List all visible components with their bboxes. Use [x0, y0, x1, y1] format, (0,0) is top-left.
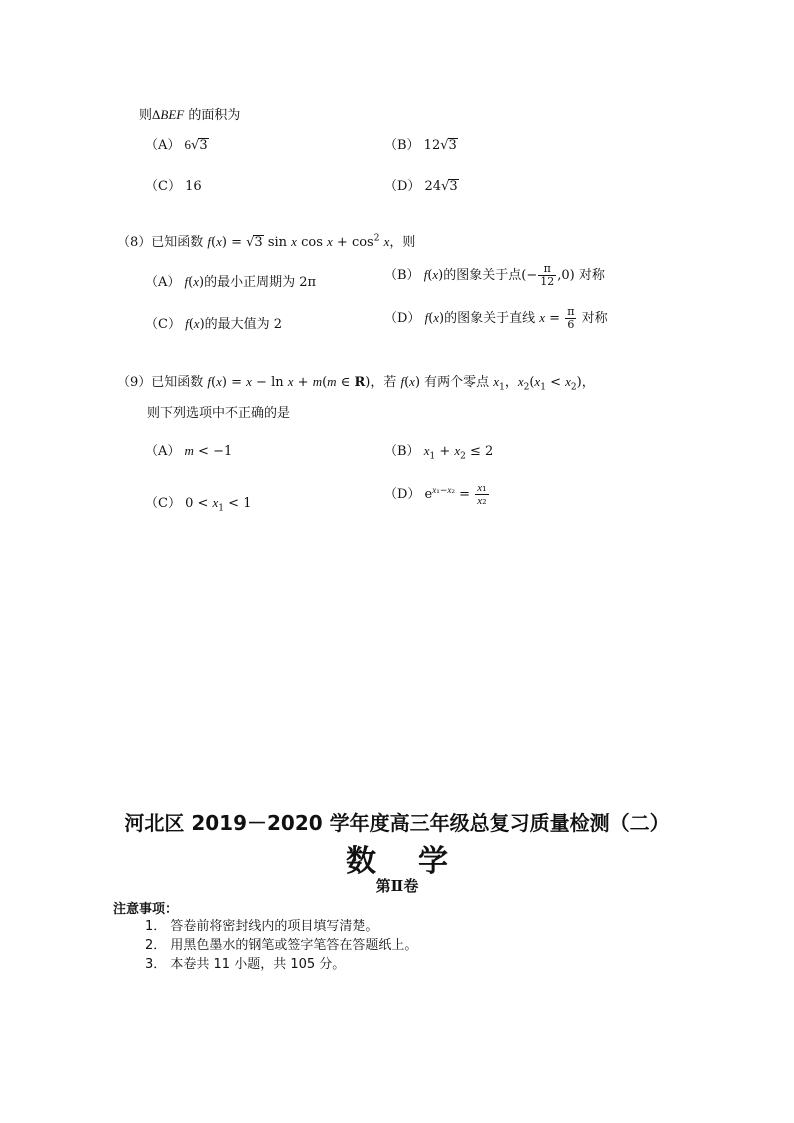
q8-option-a: （A） f(x)的最小正周期为 2π — [145, 274, 317, 290]
note-item-3: 3． 本卷共 11 小题，共 105 分。 — [145, 957, 346, 972]
q7-option-c: （C） 16 — [145, 179, 202, 194]
q7-stem: 则ΔBEF 的面积为 — [139, 107, 241, 123]
q7-option-d: （D） 24√3 — [384, 179, 458, 194]
q9-option-c: （C） $0 < x_1 < 1$ — [145, 495, 252, 514]
note-item-1: 1． 答卷前将密封线内的项目填写清楚。 — [145, 919, 379, 934]
q8-option-d: （D） f(x)的图象关于直线 x = $\frac{\pi}{6}$ 对称 — [384, 305, 608, 331]
q8-option-c: （C） f(x)的最大值为 2 — [145, 316, 283, 332]
q8-stem: （8）已知函数 f(x) = √3 sin x $\cos x + \cos^2 x$，则 — [117, 233, 416, 250]
q9-option-b: （B） $x_1 + x_2 \le 2$ — [384, 443, 494, 462]
volume-title: 第Ⅱ卷 — [375, 877, 419, 895]
q9-stem2: 则下列选项中不正确的是 — [147, 406, 291, 421]
q9-option-a: （A） m < −1 — [145, 443, 233, 459]
q9-option-d: （D） $e^{x_1-x_2}$ = $\frac{\text{x₁}}{\text{x₂}}$ — [384, 481, 487, 507]
notes-heading: 注意事项： — [113, 902, 179, 917]
note-item-2: 2． 用黑色墨水的钢笔或签字笔答在答题纸上。 — [145, 938, 418, 953]
q9-stem: （9）已知函数 f(x) = x − ln x + m(m ∈ R)，若 f(x) 有两个零点 $x_1$，$x_2(x_1 < x_2)$， — [117, 374, 595, 393]
q8-option-b: （B） f(x)的图象关于点(− $\frac{\pi}{12}$ ,0) 对称 — [384, 262, 605, 288]
q7-option-b: （B） 12√3 — [384, 138, 457, 153]
subject-title: 数学 — [346, 844, 490, 879]
q7-option-a: （A） 6√3 — [145, 137, 208, 153]
exam-title: 河北区 2019－2020 学年度高三年级总复习质量检测（二） — [124, 811, 670, 835]
